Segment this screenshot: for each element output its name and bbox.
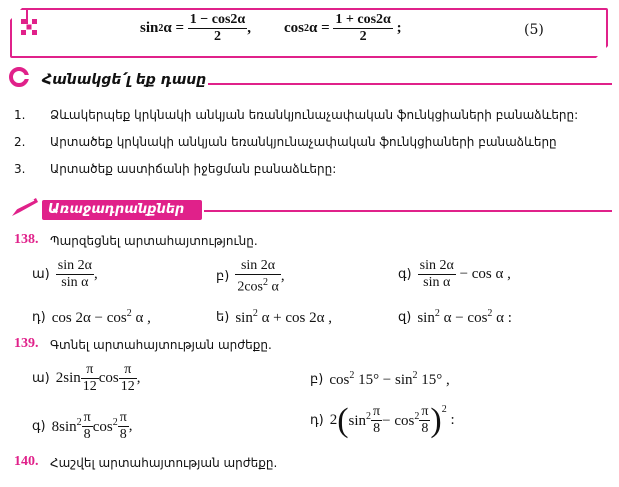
formula-cos-squared: cos 2 α = $\frac{1 + \cos 2\alpha}{2}$ ; <box>284 12 402 44</box>
exercise-138-number: 138. <box>14 232 39 247</box>
pencil-icon <box>10 196 40 222</box>
ex138-e: ե) $\sin^2 \alpha + \cos 2\alpha$ , <box>216 308 333 326</box>
ex138-d: դ) $\cos 2\alpha - \cos^2 \alpha$ , <box>32 308 151 326</box>
ex139-a: ա) 2sin $\frac{\pi}{12}$ cos $\frac{\pi}{12}$ , <box>32 362 141 394</box>
exercise-140-number: 140. <box>14 454 39 469</box>
cross-ornament-icon <box>20 18 38 36</box>
exercise-139-number: 139. <box>14 336 39 351</box>
exercises-rule <box>204 210 612 212</box>
ex138-a: ա) $\frac{\sin 2\alpha}{\text{sin α}}$ , <box>32 258 98 290</box>
question-text-2: Արտածեք կրկնակի անկյան եռանկյունաչափական ֆունկցիաների բանաձևերը <box>50 135 557 149</box>
exercise-140-text: Հաշվել արտահայտության արժեքը. <box>50 456 278 470</box>
ex138-b: բ) $\frac{\sin 2\alpha}{2\cos^2 \alpha}$ , <box>216 258 285 295</box>
formula-sin-squared: sin 2 α = $\frac{1 - \cos 2\alpha}{2}$ , <box>140 12 251 44</box>
question-number-3: 3. <box>14 162 26 176</box>
ex138-f: զ) $\sin^2 \alpha - \cos^2 \alpha$ : <box>398 308 512 326</box>
equation-number: (5) <box>524 22 544 38</box>
exercise-138-text: Պարզեցնել արտահայտությունը. <box>50 234 258 248</box>
questions-title: Հանակցե՛լ եք դասը <box>42 72 207 88</box>
ex139-c: գ) $8\sin^2$ $\frac{\pi}{8}$ $\cos^2$ $\frac{\pi}{8}$ , <box>32 410 133 442</box>
questions-rule <box>208 83 612 85</box>
ex139-b: բ) $\cos^2 15^\circ - \sin^2 15^\circ$ , <box>310 370 450 388</box>
question-number-2: 2. <box>14 135 26 149</box>
question-icon <box>8 66 30 92</box>
question-text-1: Ձևակերպեք կրկնակի անկյան եռանկյունաչափական ֆունկցիաների բանաձևերը: <box>50 108 579 122</box>
exercise-139-text: Գտնել արտահայտության արժեքը. <box>50 338 272 352</box>
exercises-title: Առաջադրանքներ <box>48 202 185 217</box>
ex139-d: դ) 2 ( $\sin^2$ $\frac{\pi}{8}$ − $\cos^2$ $\frac{\pi}{8}$ ) 2 : <box>310 401 455 439</box>
ex138-c: գ) $\frac{\sin 2\alpha}{\text{sin α}}$ − cos α , <box>398 258 511 290</box>
question-number-1: 1. <box>14 108 26 122</box>
question-text-3: Արտածեք աստիճանի իջեցման բանաձևերը: <box>50 162 337 176</box>
